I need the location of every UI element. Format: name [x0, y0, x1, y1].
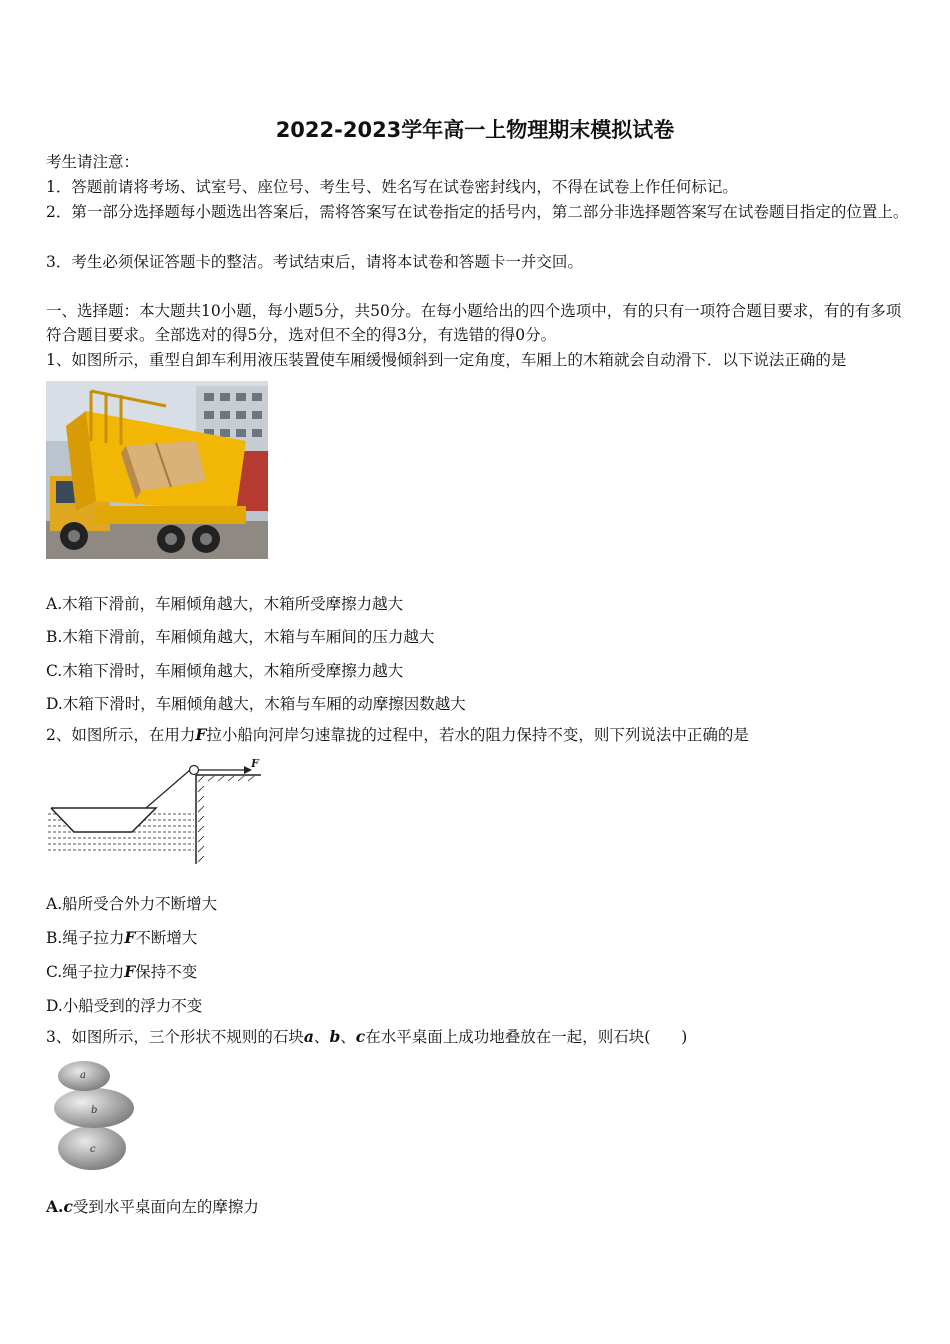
force-label: F	[251, 757, 259, 770]
q2-option-b-post: 不断增大	[135, 929, 198, 947]
section-intro: 一、选择题：本大题共10小题，每小题5分，共50分。在每小题给出的四个选项中，有的只有一项符合题目要求，有的有多项符合题目要求。全部选对的得5分，选对但不全的得3分，有选错的得0分。	[46, 302, 902, 344]
q2-option-b	[46, 926, 197, 948]
q3-sep-2: 、	[340, 1028, 356, 1046]
q2-option-b-force: F	[124, 928, 136, 947]
q2-stem	[46, 723, 749, 747]
q1-option-d: D.木箱下滑时，车厢倾角越大，木箱与车厢的动摩擦因数越大	[46, 695, 466, 713]
q3-sep-1: 、	[313, 1028, 330, 1046]
q1-option-c: C.木箱下滑时，车厢倾角越大，木箱所受摩擦力越大	[46, 662, 404, 680]
q2-option-c-pre: C.绳子拉力	[46, 963, 125, 981]
q2-option-d: D.小船受到的浮力不变	[46, 997, 203, 1015]
stone-a-label: a	[80, 1070, 86, 1081]
q1-stem: 1、如图所示，重型自卸车利用液压装置使车厢缓慢倾斜到一定角度，车厢上的木箱就会自动滑下．以下说法正确的是	[46, 351, 847, 369]
stone-c-label: c	[90, 1144, 96, 1155]
boat-pulley-diagram	[46, 756, 264, 866]
page-title: 2022-2023学年高一上物理期末模拟试卷	[275, 118, 675, 142]
q3-option-a-pre: A.	[46, 1197, 64, 1216]
q3-option-a-stone: c	[63, 1197, 73, 1216]
notice-item-2: 2．第一部分选择题每小题选出答案后，需将答案写在试卷指定的括号内，第二部分非选择题答案写在试卷题目指定的位置上。	[46, 203, 909, 221]
q2-stem-force: F	[195, 725, 207, 744]
q2-stem-post: 拉小船向河岸匀速靠拢的过程中，若水的阻力保持不变，则下列说法中正确的是	[206, 726, 749, 744]
q3-stem	[46, 1025, 687, 1049]
q2-option-c-post: 保持不变	[135, 963, 198, 981]
q3-stem-pre: 3、如图所示，三个形状不规则的石块	[46, 1028, 304, 1046]
q2-option-c-force: F	[124, 962, 136, 981]
stacked-stones-image	[46, 1058, 138, 1172]
q2-stem-pre: 2、如图所示，在用力	[46, 726, 196, 744]
q2-option-a: A.船所受合外力不断增大	[46, 895, 218, 913]
q3-stem-post: 在水平桌面上成功地叠放在一起，则石块( )	[365, 1028, 688, 1046]
q3-option-a-post: 受到水平桌面向左的摩擦力	[72, 1198, 259, 1216]
q3-option-a	[46, 1195, 259, 1217]
stone-b-label: b	[91, 1105, 98, 1116]
dump-truck-image	[46, 381, 268, 559]
q1-option-b: B.木箱下滑前，车厢倾角越大，木箱与车厢间的压力越大	[46, 628, 435, 646]
q1-option-a: A.木箱下滑前，车厢倾角越大，木箱所受摩擦力越大	[46, 595, 404, 613]
q3-stone-b-ref: b	[329, 1027, 341, 1046]
notice-item-1: 1．答题前请将考场、试室号、座位号、考生号、姓名写在试卷密封线内，不得在试卷上作任何标记。	[46, 178, 738, 196]
q3-stone-a-ref: a	[303, 1027, 314, 1046]
q3-stone-c-ref: c	[355, 1027, 366, 1046]
q2-option-b-pre: B.绳子拉力	[46, 929, 125, 947]
notice-heading: 考生请注意：	[46, 153, 140, 171]
q2-option-c	[46, 960, 197, 982]
notice-item-3: 3．考生必须保证答题卡的整洁。考试结束后，请将本试卷和答题卡一并交回。	[46, 253, 583, 271]
